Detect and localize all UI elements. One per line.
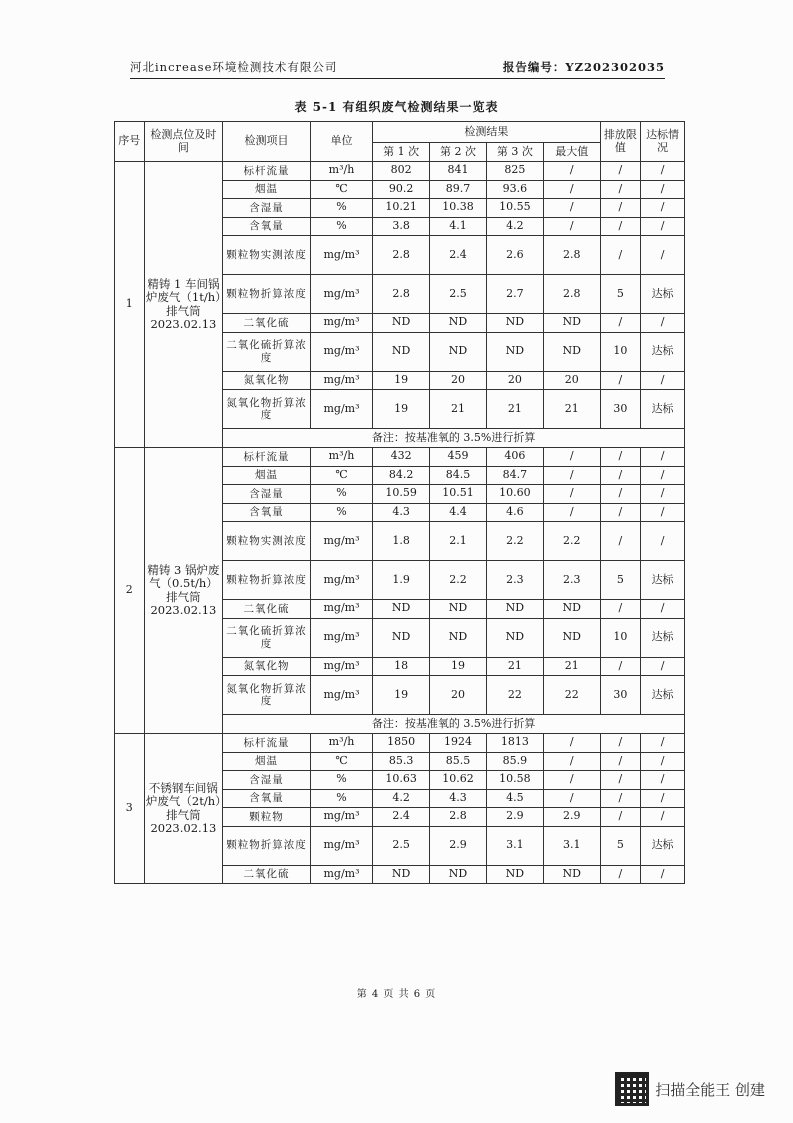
max-cell: / bbox=[543, 217, 600, 236]
location-cell: 不锈钢车间锅炉废气（2t/h）排气筒 2023.02.13 bbox=[144, 734, 223, 884]
r1-cell: 1.8 bbox=[373, 522, 430, 561]
limit-cell: 5 bbox=[600, 561, 640, 600]
item-cell: 颗粒物实测浓度 bbox=[223, 522, 311, 561]
unit-cell: mg/m³ bbox=[310, 522, 372, 561]
r2-cell: 4.4 bbox=[430, 503, 487, 522]
max-cell: ND bbox=[543, 314, 600, 333]
r3-cell: 2.3 bbox=[486, 561, 543, 600]
limit-cell: 5 bbox=[600, 275, 640, 314]
limit-cell: / bbox=[600, 734, 640, 753]
limit-cell: / bbox=[600, 371, 640, 390]
r1-cell: 802 bbox=[373, 162, 430, 181]
limit-cell: 10 bbox=[600, 618, 640, 657]
limit-cell: / bbox=[600, 466, 640, 485]
max-cell: 21 bbox=[543, 390, 600, 429]
unit-cell: % bbox=[310, 789, 372, 808]
status-cell: / bbox=[641, 657, 685, 676]
company-name: 河北increase环境检测技术有限公司 bbox=[130, 60, 338, 74]
r3-cell: ND bbox=[486, 618, 543, 657]
unit-cell: ℃ bbox=[310, 466, 372, 485]
status-cell: 达标 bbox=[641, 618, 685, 657]
r2-cell: ND bbox=[430, 314, 487, 333]
item-cell: 含氧量 bbox=[223, 789, 311, 808]
status-cell: / bbox=[641, 236, 685, 275]
status-cell: / bbox=[641, 371, 685, 390]
unit-cell: m³/h bbox=[310, 734, 372, 753]
limit-cell: / bbox=[600, 865, 640, 884]
r1-cell: 19 bbox=[373, 371, 430, 390]
unit-cell: ℃ bbox=[310, 752, 372, 771]
limit-cell: / bbox=[600, 789, 640, 808]
max-cell: 2.8 bbox=[543, 275, 600, 314]
unit-cell: mg/m³ bbox=[310, 332, 372, 371]
r2-cell: ND bbox=[430, 332, 487, 371]
r3-cell: 10.60 bbox=[486, 485, 543, 504]
max-cell: / bbox=[543, 199, 600, 218]
r1-cell: 1.9 bbox=[373, 561, 430, 600]
item-cell: 烟温 bbox=[223, 752, 311, 771]
r3-cell: ND bbox=[486, 332, 543, 371]
item-cell: 二氧化硫折算浓度 bbox=[223, 618, 311, 657]
results-table bbox=[114, 121, 685, 884]
r1-cell: 4.2 bbox=[373, 789, 430, 808]
seq-cell: 3 bbox=[115, 734, 145, 884]
unit-cell: mg/m³ bbox=[310, 600, 372, 619]
r2-cell: ND bbox=[430, 865, 487, 884]
r2-cell: 20 bbox=[430, 371, 487, 390]
unit-cell: % bbox=[310, 217, 372, 236]
max-cell: 2.3 bbox=[543, 561, 600, 600]
status-cell: / bbox=[641, 448, 685, 467]
unit-cell: mg/m³ bbox=[310, 865, 372, 884]
r3-cell: 84.7 bbox=[486, 466, 543, 485]
r3-cell: 2.6 bbox=[486, 236, 543, 275]
limit-cell: / bbox=[600, 314, 640, 333]
item-cell: 二氧化硫 bbox=[223, 865, 311, 884]
r1-cell: ND bbox=[373, 618, 430, 657]
location-cell: 精铸 3 锅炉废气（0.5t/h）排气筒 2023.02.13 bbox=[144, 448, 223, 734]
r2-cell: 2.5 bbox=[430, 275, 487, 314]
unit-cell: mg/m³ bbox=[310, 236, 372, 275]
r3-cell: ND bbox=[486, 314, 543, 333]
limit-cell: / bbox=[600, 771, 640, 790]
scanner-watermark bbox=[615, 1072, 765, 1106]
r2-cell: 2.8 bbox=[430, 808, 487, 827]
qr-code-icon bbox=[615, 1072, 649, 1106]
col-item: 检测项目 bbox=[223, 122, 311, 162]
item-cell: 二氧化硫 bbox=[223, 600, 311, 619]
item-cell: 二氧化硫 bbox=[223, 314, 311, 333]
limit-cell: / bbox=[600, 657, 640, 676]
header-row bbox=[115, 122, 685, 143]
r3-cell: 10.55 bbox=[486, 199, 543, 218]
max-cell: / bbox=[543, 789, 600, 808]
r2-cell: 2.1 bbox=[430, 522, 487, 561]
r1-cell: 10.63 bbox=[373, 771, 430, 790]
status-cell: 达标 bbox=[641, 676, 685, 715]
limit-cell: / bbox=[600, 180, 640, 199]
r1-cell: 432 bbox=[373, 448, 430, 467]
unit-cell: mg/m³ bbox=[310, 371, 372, 390]
status-cell: / bbox=[641, 789, 685, 808]
r3-cell: 2.7 bbox=[486, 275, 543, 314]
item-cell: 颗粒物实测浓度 bbox=[223, 236, 311, 275]
col-r2: 第 2 次 bbox=[430, 143, 487, 162]
r1-cell: ND bbox=[373, 600, 430, 619]
r1-cell: 2.4 bbox=[373, 808, 430, 827]
r1-cell: 3.8 bbox=[373, 217, 430, 236]
r1-cell: 10.21 bbox=[373, 199, 430, 218]
table-row bbox=[115, 162, 685, 181]
status-cell: / bbox=[641, 180, 685, 199]
max-cell: / bbox=[543, 503, 600, 522]
status-cell: 达标 bbox=[641, 826, 685, 865]
r1-cell: 1850 bbox=[373, 734, 430, 753]
r2-cell: 85.5 bbox=[430, 752, 487, 771]
location-cell: 精铸 1 车间锅炉废气（1t/h）排气筒 2023.02.13 bbox=[144, 162, 223, 448]
r1-cell: 2.5 bbox=[373, 826, 430, 865]
unit-cell: % bbox=[310, 485, 372, 504]
max-cell: / bbox=[543, 771, 600, 790]
r2-cell: 20 bbox=[430, 676, 487, 715]
max-cell: ND bbox=[543, 865, 600, 884]
r1-cell: 90.2 bbox=[373, 180, 430, 199]
status-cell: / bbox=[641, 522, 685, 561]
item-cell: 含湿量 bbox=[223, 771, 311, 790]
col-location: 检测点位及时间 bbox=[144, 122, 223, 162]
r2-cell: 19 bbox=[430, 657, 487, 676]
r3-cell: ND bbox=[486, 865, 543, 884]
max-cell: 21 bbox=[543, 657, 600, 676]
status-cell: / bbox=[641, 485, 685, 504]
unit-cell: % bbox=[310, 503, 372, 522]
r3-cell: ND bbox=[486, 600, 543, 619]
item-cell: 氮氧化物折算浓度 bbox=[223, 390, 311, 429]
r3-cell: 4.5 bbox=[486, 789, 543, 808]
unit-cell: m³/h bbox=[310, 162, 372, 181]
table-row bbox=[115, 734, 685, 753]
limit-cell: 30 bbox=[600, 676, 640, 715]
limit-cell: / bbox=[600, 199, 640, 218]
r3-cell: 20 bbox=[486, 371, 543, 390]
status-cell: / bbox=[641, 752, 685, 771]
max-cell: 2.8 bbox=[543, 236, 600, 275]
status-cell: / bbox=[641, 503, 685, 522]
page-footer: 第 4 页 共 6 页 bbox=[356, 989, 437, 1000]
status-cell: / bbox=[641, 808, 685, 827]
max-cell: / bbox=[543, 734, 600, 753]
r1-cell: ND bbox=[373, 314, 430, 333]
r3-cell: 1813 bbox=[486, 734, 543, 753]
r2-cell: 21 bbox=[430, 390, 487, 429]
r2-cell: 10.38 bbox=[430, 199, 487, 218]
max-cell: 20 bbox=[543, 371, 600, 390]
unit-cell: mg/m³ bbox=[310, 657, 372, 676]
item-cell: 颗粒物折算浓度 bbox=[223, 561, 311, 600]
max-cell: / bbox=[543, 448, 600, 467]
report-number: 报告编号：YZ202302035 bbox=[502, 60, 665, 74]
max-cell: / bbox=[543, 752, 600, 771]
col-limit: 排放限值 bbox=[600, 122, 640, 162]
item-cell: 标杆流量 bbox=[223, 448, 311, 467]
status-cell: 达标 bbox=[641, 390, 685, 429]
unit-cell: mg/m³ bbox=[310, 561, 372, 600]
unit-cell: mg/m³ bbox=[310, 676, 372, 715]
r3-cell: 21 bbox=[486, 657, 543, 676]
limit-cell: / bbox=[600, 217, 640, 236]
r2-cell: ND bbox=[430, 618, 487, 657]
r1-cell: 4.3 bbox=[373, 503, 430, 522]
item-cell: 烟温 bbox=[223, 466, 311, 485]
max-cell: / bbox=[543, 180, 600, 199]
max-cell: 2.9 bbox=[543, 808, 600, 827]
r3-cell: 93.6 bbox=[486, 180, 543, 199]
seq-cell: 2 bbox=[115, 448, 145, 734]
item-cell: 氮氧化物折算浓度 bbox=[223, 676, 311, 715]
limit-cell: / bbox=[600, 808, 640, 827]
status-cell: 达标 bbox=[641, 561, 685, 600]
r2-cell: 2.9 bbox=[430, 826, 487, 865]
r2-cell: 10.51 bbox=[430, 485, 487, 504]
status-cell: 达标 bbox=[641, 332, 685, 371]
item-cell: 氮氧化物 bbox=[223, 657, 311, 676]
r1-cell: 19 bbox=[373, 676, 430, 715]
col-status: 达标情况 bbox=[641, 122, 685, 162]
unit-cell: m³/h bbox=[310, 448, 372, 467]
item-cell: 二氧化硫折算浓度 bbox=[223, 332, 311, 371]
r1-cell: 84.2 bbox=[373, 466, 430, 485]
page-header bbox=[130, 58, 665, 79]
status-cell: / bbox=[641, 162, 685, 181]
r3-cell: 21 bbox=[486, 390, 543, 429]
r2-cell: ND bbox=[430, 600, 487, 619]
status-cell: / bbox=[641, 865, 685, 884]
max-cell: ND bbox=[543, 600, 600, 619]
r2-cell: 4.3 bbox=[430, 789, 487, 808]
status-cell: / bbox=[641, 600, 685, 619]
max-cell: ND bbox=[543, 332, 600, 371]
item-cell: 氮氧化物 bbox=[223, 371, 311, 390]
max-cell: 2.2 bbox=[543, 522, 600, 561]
r1-cell: 2.8 bbox=[373, 275, 430, 314]
r2-cell: 4.1 bbox=[430, 217, 487, 236]
table-title: 表 5-1 有组织废气检测结果一览表 bbox=[294, 100, 499, 114]
item-cell: 含湿量 bbox=[223, 199, 311, 218]
max-cell: / bbox=[543, 485, 600, 504]
item-cell: 标杆流量 bbox=[223, 734, 311, 753]
r2-cell: 10.62 bbox=[430, 771, 487, 790]
limit-cell: / bbox=[600, 485, 640, 504]
r1-cell: 19 bbox=[373, 390, 430, 429]
r2-cell: 84.5 bbox=[430, 466, 487, 485]
max-cell: ND bbox=[543, 618, 600, 657]
unit-cell: mg/m³ bbox=[310, 390, 372, 429]
r2-cell: 2.2 bbox=[430, 561, 487, 600]
unit-cell: mg/m³ bbox=[310, 314, 372, 333]
r1-cell: 18 bbox=[373, 657, 430, 676]
watermark-text: 扫描全能王 创建 bbox=[655, 1080, 765, 1099]
unit-cell: % bbox=[310, 199, 372, 218]
item-cell: 含氧量 bbox=[223, 217, 311, 236]
r2-cell: 2.4 bbox=[430, 236, 487, 275]
r1-cell: 2.8 bbox=[373, 236, 430, 275]
unit-cell: % bbox=[310, 771, 372, 790]
unit-cell: mg/m³ bbox=[310, 826, 372, 865]
unit-cell: ℃ bbox=[310, 180, 372, 199]
unit-cell: mg/m³ bbox=[310, 275, 372, 314]
limit-cell: / bbox=[600, 448, 640, 467]
col-r1: 第 1 次 bbox=[373, 143, 430, 162]
item-cell: 含湿量 bbox=[223, 485, 311, 504]
r1-cell: 85.3 bbox=[373, 752, 430, 771]
max-cell: / bbox=[543, 466, 600, 485]
status-cell: / bbox=[641, 771, 685, 790]
r2-cell: 1924 bbox=[430, 734, 487, 753]
r2-cell: 459 bbox=[430, 448, 487, 467]
r3-cell: 10.58 bbox=[486, 771, 543, 790]
r1-cell: ND bbox=[373, 332, 430, 371]
status-cell: / bbox=[641, 199, 685, 218]
status-cell: / bbox=[641, 466, 685, 485]
item-cell: 颗粒物 bbox=[223, 808, 311, 827]
r2-cell: 89.7 bbox=[430, 180, 487, 199]
item-cell: 含氧量 bbox=[223, 503, 311, 522]
item-cell: 颗粒物折算浓度 bbox=[223, 275, 311, 314]
note-cell: 备注：按基准氧的 3.5%进行折算 bbox=[223, 429, 685, 448]
limit-cell: 30 bbox=[600, 390, 640, 429]
col-unit: 单位 bbox=[310, 122, 372, 162]
r3-cell: 4.6 bbox=[486, 503, 543, 522]
item-cell: 烟温 bbox=[223, 180, 311, 199]
status-cell: / bbox=[641, 217, 685, 236]
r2-cell: 841 bbox=[430, 162, 487, 181]
note-cell: 备注：按基准氧的 3.5%进行折算 bbox=[223, 715, 685, 734]
r3-cell: 85.9 bbox=[486, 752, 543, 771]
max-cell: / bbox=[543, 162, 600, 181]
item-cell: 颗粒物折算浓度 bbox=[223, 826, 311, 865]
status-cell: / bbox=[641, 734, 685, 753]
limit-cell: / bbox=[600, 503, 640, 522]
limit-cell: / bbox=[600, 522, 640, 561]
r3-cell: 3.1 bbox=[486, 826, 543, 865]
r3-cell: 22 bbox=[486, 676, 543, 715]
limit-cell: 10 bbox=[600, 332, 640, 371]
col-results: 检测结果 bbox=[373, 122, 601, 143]
col-r3: 第 3 次 bbox=[486, 143, 543, 162]
unit-cell: mg/m³ bbox=[310, 618, 372, 657]
r3-cell: 825 bbox=[486, 162, 543, 181]
r3-cell: 4.2 bbox=[486, 217, 543, 236]
r3-cell: 406 bbox=[486, 448, 543, 467]
col-max: 最大值 bbox=[543, 143, 600, 162]
limit-cell: / bbox=[600, 752, 640, 771]
status-cell: / bbox=[641, 314, 685, 333]
limit-cell: / bbox=[600, 236, 640, 275]
r3-cell: 2.9 bbox=[486, 808, 543, 827]
seq-cell: 1 bbox=[115, 162, 145, 448]
r1-cell: 10.59 bbox=[373, 485, 430, 504]
r3-cell: 2.2 bbox=[486, 522, 543, 561]
limit-cell: / bbox=[600, 162, 640, 181]
unit-cell: mg/m³ bbox=[310, 808, 372, 827]
status-cell: 达标 bbox=[641, 275, 685, 314]
max-cell: 3.1 bbox=[543, 826, 600, 865]
max-cell: 22 bbox=[543, 676, 600, 715]
limit-cell: 5 bbox=[600, 826, 640, 865]
col-seq: 序号 bbox=[115, 122, 145, 162]
item-cell: 标杆流量 bbox=[223, 162, 311, 181]
limit-cell: / bbox=[600, 600, 640, 619]
r1-cell: ND bbox=[373, 865, 430, 884]
table-row bbox=[115, 448, 685, 467]
